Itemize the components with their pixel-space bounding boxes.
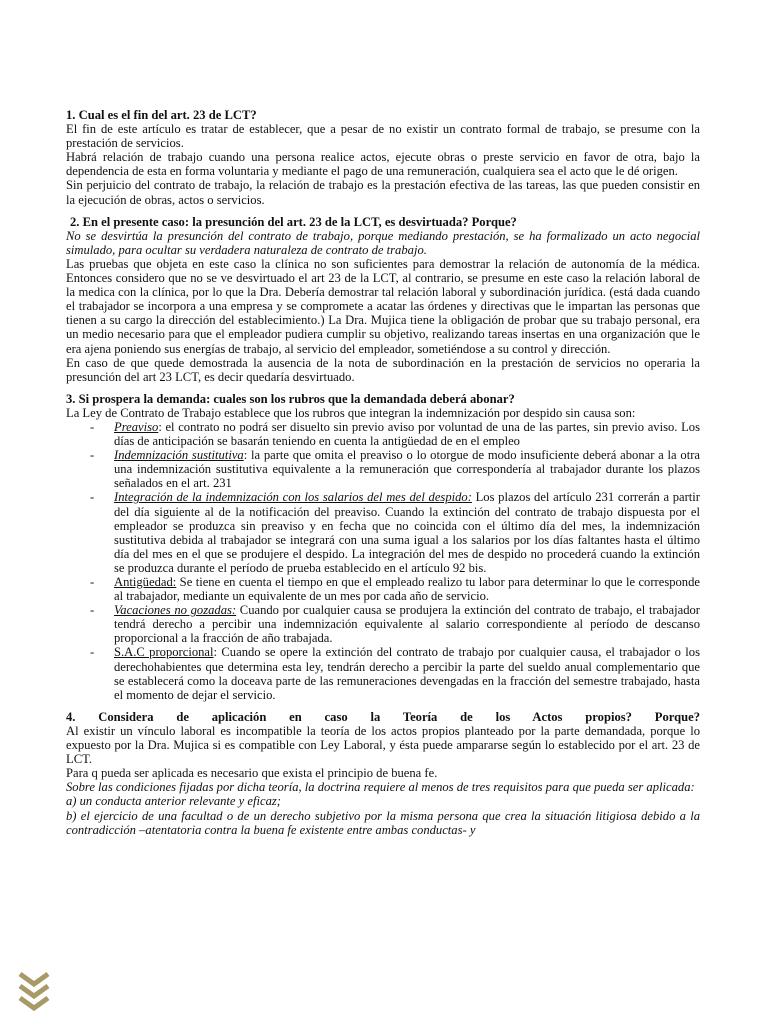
question-1-paragraph: Habrá relación de trabajo cuando una persona realice actos, ejecute obras o preste servicio en favor de otra, bajo la dependencia de esta en forma voluntaria y mediante el pago de una remuneración, cualquiera sea el acto que le dé origen. (66, 150, 700, 179)
question-1-paragraph: Sin perjuicio del contrato de trabajo, la relación de trabajo es la prestación efectiva de las tareas, las que pueden consistir en la ejecución de obras, actos o servicios. (66, 178, 700, 207)
question-2-paragraph: En caso de que quede demostrada la ausencia de la nota de subordinación en la prestación de servicios no operaria la presunción del art 23 LCT, es decir quedaría desvirtuado. (66, 355, 700, 384)
list-item: - Indemnización sustitutiva: la parte que omita el preaviso o lo otorgue de modo insuficiente deberá abonar a la otra una indemnización sustitutiva equivalente a la remuneración que correspondería al trabajador durante los plazos señalados en el art. 231 (90, 448, 700, 491)
list-item: - Preaviso: el contrato no podrá ser disuelto sin previo aviso por voluntad de una de las partes, sin previo aviso. Los días de anticipación se basarán teniendo en cuenta la antigüedad de en el empleo (90, 419, 700, 449)
list-item: - Integración de la indemnización con los salarios del mes del despido: Los plazos del artículo 231 correrán a partir del día siguiente al de la notificación del preaviso. Cuando la extinción del contrato de trabajo dispuesta por el empleador se produzca sin preaviso y en fecha que no coincida con el último día del mes, la indemnización sustitutiva debida al trabajador se integrará con una suma igual a los salarios por los días faltantes hasta el último día del mes en el que se produjere el despido. La integración del mes de despido no procederá cuando la extinción se produzca durante el período de prueba establecido en el artículo 92 bis. (90, 490, 700, 575)
chevron-down-stack-icon[interactable] (18, 970, 50, 1014)
chevron-down-icon (20, 974, 48, 984)
question-3-intro: La Ley de Contrato de Trabajo establece que los rubros que integran la indemnización por despido sin causa son: (66, 405, 636, 420)
item-text: : el contrato no podrá ser disuelto sin previo aviso por voluntad de una de las partes, sin previo aviso. Los días de anticipación se basarán teniendo en cuenta la antigüedad de en el empleo (114, 419, 700, 449)
document-page (66, 108, 700, 837)
question-4-italic-paragraph: a) un conducta anterior relevante y eficaz; (66, 794, 281, 809)
item-text: Cuando por cualquier causa se produjera la extinción del contrato de trabajo, el trabajador tendrá derecho a percibir una indemnización equivalente al salario correspondiente al período de descanso proporcional a la fracción de año trabajada. (114, 603, 700, 646)
list-item: - Vacaciones no gozadas: Cuando por cualquier causa se produjera la extinción del contrato de trabajo, el trabajador tendrá derecho a percibir una indemnización equivalente al salario correspondiente al período de descanso proporcional a la fracción de año trabajada. (90, 603, 700, 646)
item-term: Integración de la indemnización con los salarios del mes del despido: (114, 490, 472, 505)
question-4-title: 4. Considera de aplicación en caso la Teoría de los Actos propios? Porque? (66, 709, 700, 724)
question-4-paragraph: Al existir un vínculo laboral es incompatible la teoría de los actos propios planteado por la parte demandada, porque lo expuesto por la Dra. Mujica si es compatible con Ley Laboral, y ésta puede ampararse según lo establecido por el art. 23 de LCT. (66, 723, 700, 767)
item-text: Se tiene en cuenta el tiempo en que el empleado realizo tu labor para determinar lo que le corresponde al trabajador, mediante un equivalente de un mes por cada año de servicio. (114, 575, 700, 604)
question-3-title: 3. Si prospera la demanda: cuales son los rubros que la demandada deberá abonar? (66, 391, 515, 406)
question-2-paragraph: Las pruebas que objeta en este caso la clínica no son suficientes para demostrar la relación de autonomía de la médica. Entonces considero que no se ve desvirtuado el art 23 de la LCT, al contrario, se presume en este caso la relación laboral de la medica con la clínica, por lo que la Dra. Debería demostrar tal relación laboral y subordinación jurídica. (está dada cuando el trabajador se incorpora a una empresa y se compromete a acatar las órdenes y directivas que le impartan las personas que tienen a su cargo la dirección del establecimiento.) La Dra. Mujica tiene la obligación de probar que su trabajo personal, era un medio necesario para que el empleador pudiera cumplir su objetivo, realizando tareas insertas en una organización que le era ajena poniendo sus energías de trabajo, al servicio del empleador, sometiéndose a su control y dirección. (66, 256, 700, 356)
item-term: Preaviso (114, 419, 159, 434)
item-text: : Cuando se opere la extinción del contrato de trabajo por cualquier causa, el trabajador o los derechohabientes que determina esta ley, tendrán derecho a percibir la parte del sueldo anual complementario que se establecerá como la doceava parte de las remuneraciones devengadas en la fracción del semestre trabajado, hasta el momento de dejar el servicio. (114, 645, 701, 702)
question-4-italic-paragraph: b) el ejercicio de una facultad o de un derecho subjetivo por la misma persona que crea la situación litigiosa debido a la contradicción –atentatoria contra la buena fe existente entre ambas conductas- y (66, 808, 700, 837)
chevron-down-icon (20, 998, 48, 1008)
question-4-italic-paragraph: Sobre las condiciones fijadas por dicha teoría, la doctrina requiere al menos de tres requisitos para que pueda ser aplicada: (66, 780, 695, 795)
item-term: Antigüedad: (114, 575, 177, 589)
question-1-paragraph: El fin de este artículo es tratar de establecer, que a pesar de no existir un contrato formal de trabajo, se presume con la prestación de servicios. (66, 122, 700, 151)
list-item: - Antigüedad: Se tiene en cuenta el tiempo en que el empleado realizo tu labor para determinar lo que le corresponde al trabajador, mediante un equivalente de un mes por cada año de servicio. (90, 575, 700, 604)
item-term: Vacaciones no gozadas: (114, 603, 237, 618)
item-text: : la parte que omita el preaviso o lo otorgue de modo insuficiente deberá abonar a la otra una indemnización sustitutiva equivalente a la remuneración que correspondería al trabajador durante los plazos señalados en el art. 231 (114, 448, 700, 491)
question-2-title: 2. En el presente caso: la presunción del art. 23 de la LCT, es desvirtuada? Porque? (70, 214, 517, 229)
item-term: Indemnización sustitutiva (114, 448, 244, 463)
chevron-down-icon (20, 986, 48, 996)
question-2-italic-paragraph: No se desvirtúa la presunción del contrato de trabajo, porque mediando prestación, se ha formalizado un acto negocial simulado, para ocultar su verdadera naturaleza de contrato de trabajo. (66, 228, 700, 257)
severance-items-list (66, 420, 700, 702)
item-text: Los plazos del artículo 231 correrán a partir del día siguiente al de la notificación del preaviso. Cuando la extinción del contrato de trabajo dispuesta por el empleador se produzca sin preaviso y en fecha que no coincida con el último día del mes, la indemnización sustitutiva debida al trabajador se integrará con una suma igual a los salarios por los días faltantes hasta el último día del mes en el que se produjere el despido. La integración del mes de despido no procederá cuando la extinción se produzca durante el período de prueba establecido en el artículo 92 bis. (114, 490, 700, 575)
item-term: S.A.C proporcional (114, 645, 214, 660)
list-item: - S.A.C proporcional: Cuando se opere la extinción del contrato de trabajo por cualquier causa, el trabajador o los derechohabientes que determina esta ley, tendrán derecho a percibir la parte del sueldo anual complementario que se establecerá como la doceava parte de las remuneraciones devengadas en la fracción del semestre trabajado, hasta el momento de dejar el servicio. (90, 645, 701, 702)
question-1-title: 1. Cual es el fin del art. 23 de LCT? (66, 108, 257, 122)
question-4-paragraph: Para q pueda ser aplicada es necesario que exista el principio de buena fe. (66, 766, 438, 781)
